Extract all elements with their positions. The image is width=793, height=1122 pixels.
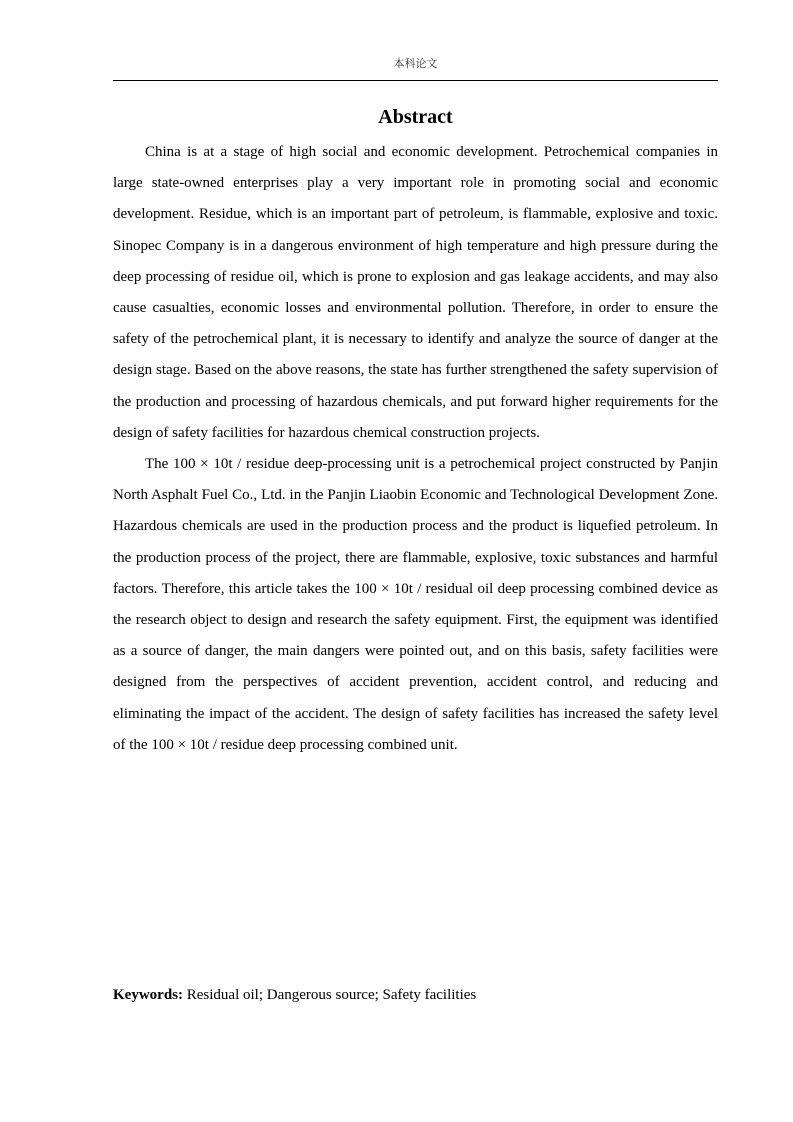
header-rule: [113, 80, 718, 81]
abstract-paragraph-1: China is at a stage of high social and economic development. Petrochemical companies in large state-owned enterprises play a very important role in promoting social and economic development. Residue, which is an important part of petroleum, is flammable, explosive and toxic. Sinopec Company is in a dangerous environment of high temperature and high pressure during the deep processing of residue oil, which is prone to explosion and gas leakage accidents, and may also cause casualties, economic losses and environmental pollution. Therefore, in order to ensure the safety of the petrochemical plant, it is necessary to identify and analyze the source of danger at the design stage. Based on the above reasons, the state has further strengthened the safety supervision of the production and processing of hazardous chemicals, and put forward higher requirements for the design of safety facilities for hazardous chemical construction projects.: [113, 144, 718, 441]
abstract-body: [113, 137, 718, 761]
keywords-line: [113, 981, 718, 1009]
keywords-label: Keywords:: [113, 987, 183, 1003]
abstract-title: Abstract: [378, 106, 453, 128]
abstract-paragraph-2: The 100 × 10t / residue deep-processing unit is a petrochemical project constructed by Panjin North Asphalt Fuel Co., Ltd. in the Panjin Liaobin Economic and Technological Development Zone. Hazardous chemicals are used in the production process and the product is liquefied petroleum. In the production process of the project, there are flammable, explosive, toxic substances and harmful factors. Therefore, this article takes the 100 × 10t / residual oil deep processing combined device as the research object to design and research the safety equipment. First, the equipment was identified as a source of danger, the main dangers were pointed out, and on this basis, safety facilities were designed from the perspectives of accident prevention, accident control, and reducing and eliminating the impact of the accident. The design of safety facilities has increased the safety level of the 100 × 10t / residue deep processing combined unit.: [113, 456, 718, 753]
keywords-text: Residual oil; Dangerous source; Safety facilities: [186, 987, 477, 1003]
running-header: 本科论文: [393, 57, 438, 70]
